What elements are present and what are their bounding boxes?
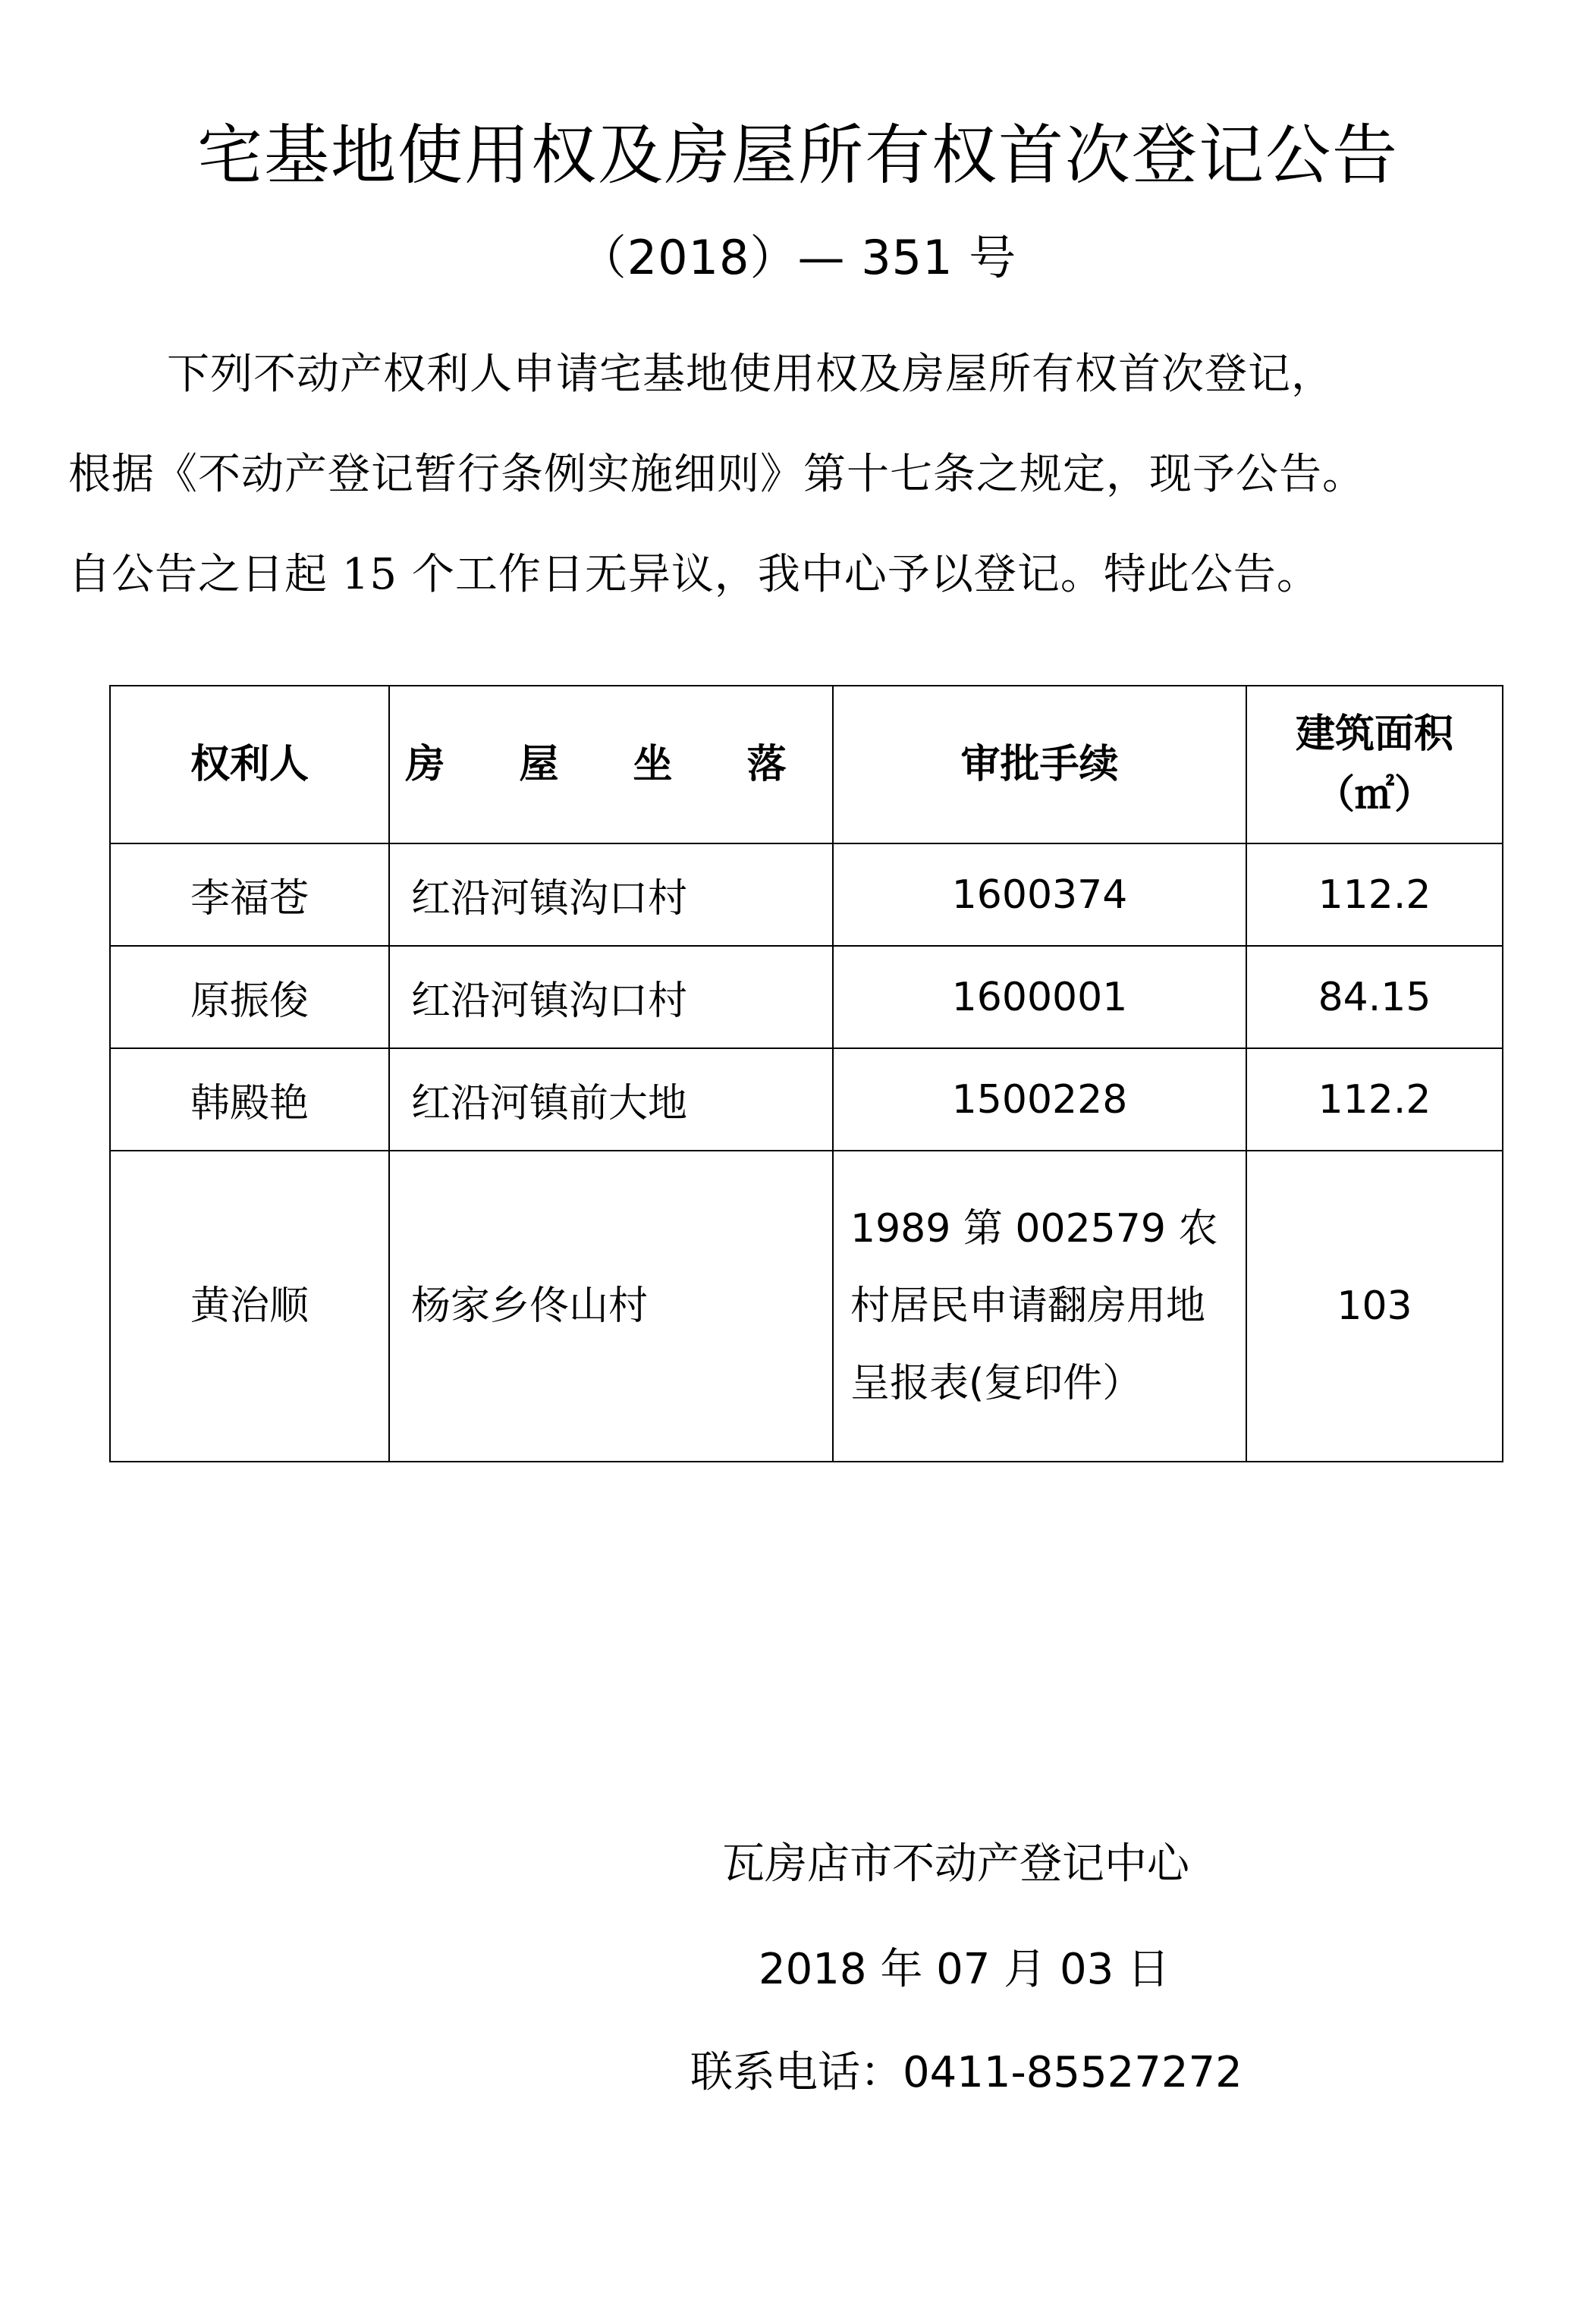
contact-phone: 联系电话：0411-85527272 — [690, 2048, 1243, 2097]
notice-number: （2018）— 351 号 — [579, 230, 1017, 285]
notice-body — [68, 325, 1555, 625]
header-area-unit: （㎡） — [1315, 772, 1434, 818]
notice-title: 宅基地使用权及房屋所有权首次登记公告 — [197, 118, 1399, 193]
header-approval: 审批手续 — [833, 686, 1246, 843]
header-area — [1246, 686, 1503, 843]
table-row — [110, 946, 1503, 1048]
cell-approval: 1989 第 002579 农村居民申请翻房用地呈报表(复印件） — [833, 1151, 1246, 1462]
table-row — [110, 843, 1503, 946]
table-header-row — [110, 686, 1503, 843]
cell-area: 112.2 — [1246, 1048, 1503, 1151]
cell-location: 杨家乡佟山村 — [389, 1151, 833, 1462]
cell-location: 红沿河镇前大地 — [389, 1048, 833, 1151]
body-line-3: 自公告之日起 15 个工作日无异议，我中心予以登记。特此公告。 — [68, 550, 1320, 599]
issue-date: 2018 年 07 月 03 日 — [759, 1945, 1170, 1994]
cell-approval: 1600374 — [833, 843, 1246, 946]
cell-area: 84.15 — [1246, 946, 1503, 1048]
cell-holder: 李福苍 — [110, 843, 389, 946]
cell-approval: 1600001 — [833, 946, 1246, 1048]
cell-location: 红沿河镇沟口村 — [389, 843, 833, 946]
cell-holder: 黄治顺 — [110, 1151, 389, 1462]
cell-approval: 1500228 — [833, 1048, 1246, 1151]
body-line-2: 根据《不动产登记暂行条例实施细则》第十七条之规定，现予公告。 — [68, 450, 1365, 499]
registration-table — [109, 685, 1503, 1462]
cell-area: 103 — [1246, 1151, 1503, 1462]
cell-holder: 韩殿艳 — [110, 1048, 389, 1151]
issuing-organization: 瓦房店市不动产登记中心 — [722, 1839, 1189, 1889]
cell-location: 红沿河镇沟口村 — [389, 946, 833, 1048]
header-location: 房 屋 坐 落 — [389, 686, 833, 843]
cell-holder: 原振俊 — [110, 946, 389, 1048]
header-holder: 权利人 — [110, 686, 389, 843]
table-row — [110, 1151, 1503, 1462]
body-line-1: 下列不动产权利人申请宅基地使用权及房屋所有权首次登记， — [167, 350, 1334, 399]
header-area-label: 建筑面积 — [1295, 711, 1453, 757]
table-row — [110, 1048, 1503, 1151]
cell-area: 112.2 — [1246, 843, 1503, 946]
